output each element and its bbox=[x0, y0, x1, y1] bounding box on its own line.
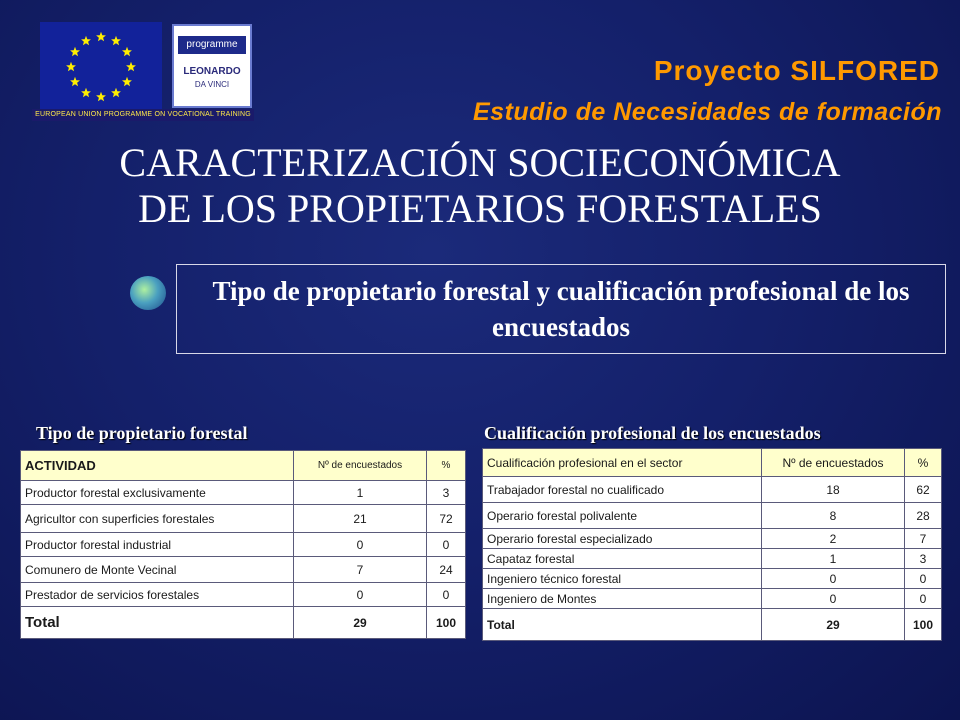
row-percent: 28 bbox=[905, 503, 942, 529]
table-row bbox=[21, 533, 466, 557]
row-count: 18 bbox=[762, 477, 905, 503]
total-percent: 100 bbox=[427, 607, 466, 639]
section-subtitle bbox=[176, 264, 946, 354]
eu-star-icon bbox=[96, 32, 106, 41]
row-percent: 62 bbox=[905, 477, 942, 503]
eu-star-icon bbox=[70, 77, 80, 86]
table-row bbox=[483, 529, 942, 549]
owner-type-table bbox=[20, 450, 466, 639]
table-total-row bbox=[21, 607, 466, 639]
eu-star-icon bbox=[126, 62, 136, 71]
total-label: Total bbox=[21, 607, 294, 639]
page-title-line-1: CARACTERIZACIÓN SOCIECONÓMICA bbox=[119, 140, 841, 185]
study-title: Estudio de Necesidades de formación bbox=[472, 98, 942, 126]
leonardo-programme-label: programme bbox=[178, 36, 246, 54]
column-header-percent: % bbox=[427, 451, 466, 481]
row-label: Operario forestal polivalente bbox=[483, 503, 762, 529]
leonardo-name: LEONARDO bbox=[183, 66, 241, 77]
eu-star-icon bbox=[111, 88, 121, 97]
row-label: Prestador de servicios forestales bbox=[21, 583, 294, 607]
leonardo-da-vinci-logo bbox=[172, 24, 252, 108]
table-row bbox=[483, 503, 942, 529]
table-row bbox=[21, 583, 466, 607]
total-count: 29 bbox=[762, 609, 905, 641]
row-percent: 0 bbox=[905, 589, 942, 609]
row-count: 7 bbox=[294, 557, 427, 583]
row-count: 0 bbox=[294, 533, 427, 557]
eu-star-icon bbox=[81, 88, 91, 97]
section-subtitle-text: Tipo de propietario forestal y cualificación profesional de los encuestados bbox=[212, 276, 910, 342]
eu-star-icon bbox=[111, 36, 121, 45]
row-label: Ingeniero de Montes bbox=[483, 589, 762, 609]
table-row bbox=[21, 557, 466, 583]
row-label: Ingeniero técnico forestal bbox=[483, 569, 762, 589]
row-count: 21 bbox=[294, 505, 427, 533]
column-header-respondents: Nº de encuestados bbox=[762, 449, 905, 477]
column-header-respondents: Nº de encuestados bbox=[294, 451, 427, 481]
row-label: Capataz forestal bbox=[483, 549, 762, 569]
eu-star-icon bbox=[81, 36, 91, 45]
right-table-caption: Cualificación profesional de los encuestados bbox=[484, 423, 821, 443]
row-count: 1 bbox=[294, 481, 427, 505]
row-count: 8 bbox=[762, 503, 905, 529]
eu-banner-text: EUROPEAN UNION PROGRAMME ON VOCATIONAL TRAINING bbox=[32, 109, 254, 121]
table-header-row bbox=[483, 449, 942, 477]
row-percent: 7 bbox=[905, 529, 942, 549]
leonardo-subname: DA VINCI bbox=[194, 80, 230, 89]
table-header-row bbox=[21, 451, 466, 481]
row-percent: 0 bbox=[427, 533, 466, 557]
total-count: 29 bbox=[294, 607, 427, 639]
eu-flag-icon bbox=[40, 22, 162, 112]
table-row bbox=[483, 589, 942, 609]
row-count: 0 bbox=[294, 583, 427, 607]
eu-star-icon bbox=[66, 62, 76, 71]
table-total-row bbox=[483, 609, 942, 641]
table-row bbox=[483, 569, 942, 589]
eu-star-icon bbox=[122, 77, 132, 86]
table-row bbox=[21, 505, 466, 533]
row-percent: 3 bbox=[905, 549, 942, 569]
table-row bbox=[21, 481, 466, 505]
row-label: Agricultor con superficies forestales bbox=[21, 505, 294, 533]
row-percent: 72 bbox=[427, 505, 466, 533]
column-header-activity: ACTIVIDAD bbox=[21, 451, 294, 481]
eu-star-icon bbox=[96, 92, 106, 101]
row-percent: 3 bbox=[427, 481, 466, 505]
row-count: 1 bbox=[762, 549, 905, 569]
row-label: Operario forestal especializado bbox=[483, 529, 762, 549]
row-percent: 0 bbox=[905, 569, 942, 589]
row-count: 0 bbox=[762, 589, 905, 609]
row-label: Productor forestal exclusivamente bbox=[21, 481, 294, 505]
eu-star-icon bbox=[122, 47, 132, 56]
row-label: Trabajador forestal no cualificado bbox=[483, 477, 762, 503]
row-count: 2 bbox=[762, 529, 905, 549]
eu-star-icon bbox=[70, 47, 80, 56]
row-percent: 24 bbox=[427, 557, 466, 583]
column-header-qualification: Cualificación profesional en el sector bbox=[483, 449, 762, 477]
page-title-line-2: DE LOS PROPIETARIOS FORESTALES bbox=[138, 186, 822, 231]
row-count: 0 bbox=[762, 569, 905, 589]
total-percent: 100 bbox=[905, 609, 942, 641]
table-row bbox=[483, 549, 942, 569]
globe-bullet-icon bbox=[130, 276, 166, 310]
total-label: Total bbox=[483, 609, 762, 641]
project-title: Proyecto SILFORED bbox=[653, 55, 940, 86]
column-header-percent: % bbox=[905, 449, 942, 477]
left-table-caption: Tipo de propietario forestal bbox=[36, 423, 248, 443]
page-title bbox=[0, 140, 960, 232]
row-percent: 0 bbox=[427, 583, 466, 607]
table-row bbox=[483, 477, 942, 503]
row-label: Productor forestal industrial bbox=[21, 533, 294, 557]
qualification-table bbox=[482, 448, 942, 641]
row-label: Comunero de Monte Vecinal bbox=[21, 557, 294, 583]
